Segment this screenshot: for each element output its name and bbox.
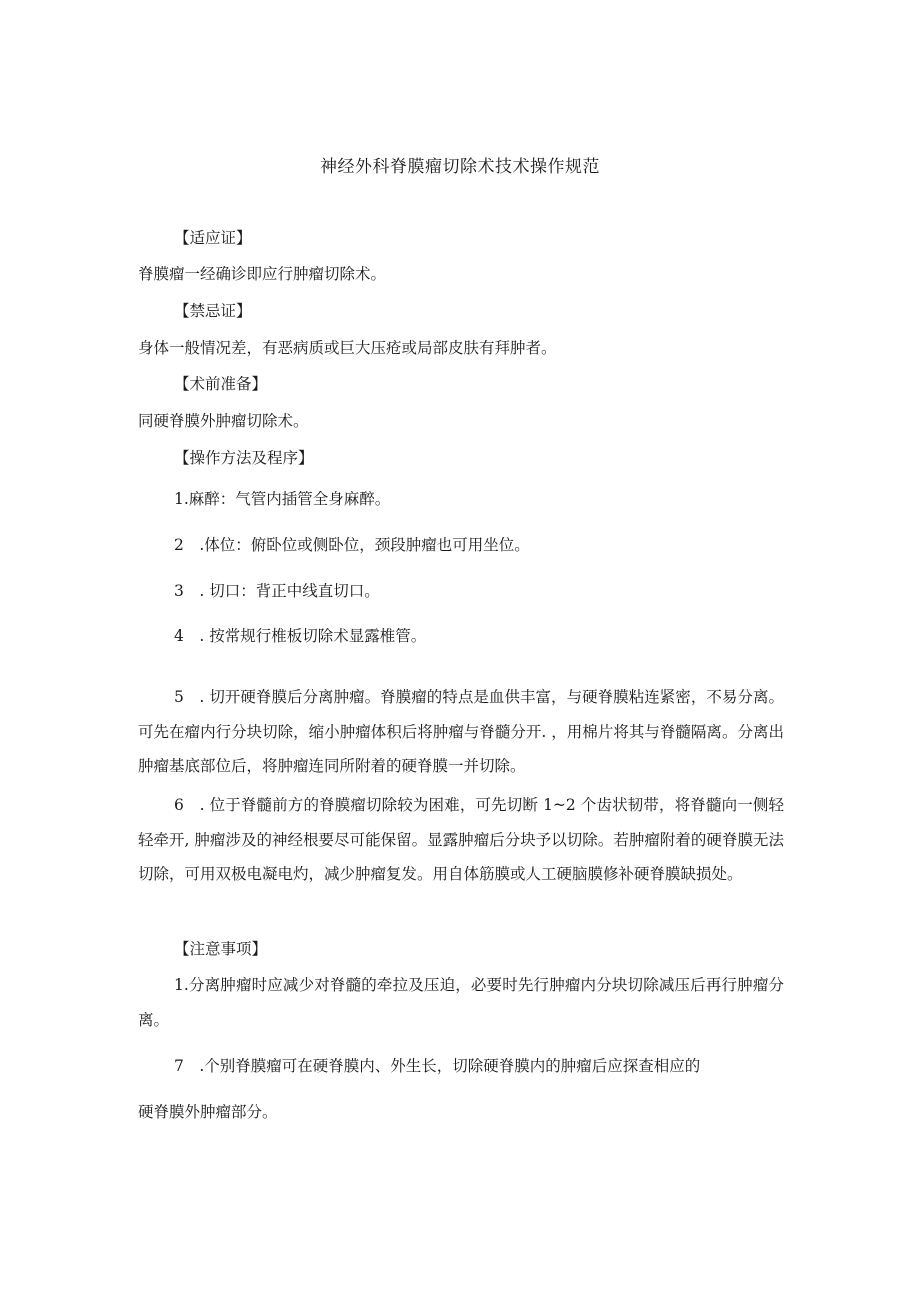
contraindications-text: 身体一般情况差，有恶病质或巨大压疮或局部皮肤有拜肿者。 — [138, 339, 557, 357]
precaution-item-1: 1.分离肿瘤时应减少对脊髓的牵拉及压迫，必要时先行肿瘤内分块切除减压后再行肿瘤分离。 — [138, 976, 784, 1029]
section-heading-indications: 【适应证】 — [174, 229, 252, 247]
section-heading-precautions: 【注意事项】 — [174, 940, 268, 958]
procedure-step-6: 6 . 位于脊髓前方的脊膜瘤切除较为困难，可先切断 1~2 个齿状韧带，将脊髓向一侧轻轻牵开, 肿瘤涉及的神经根要尽可能保留。显露肿瘤后分块予以切除。若肿瘤附着的硬脊膜无法切除，可用双极电凝电灼，减少肿瘤复发。用自体筋膜或人工硬脑膜修补硬脊膜缺损处。 — [138, 796, 784, 883]
procedure-step-3: 3 . 切口：背正中线直切口。 — [174, 582, 380, 600]
procedure-step-2: 2 .体位：俯卧位或侧卧位，颈段肿瘤也可用坐位。 — [174, 536, 530, 554]
precaution-item-2-continued: 硬脊膜外肿瘤部分。 — [138, 1103, 278, 1121]
procedure-step-1: 1.麻醉：气管内插管全身麻醉。 — [174, 490, 391, 508]
section-heading-preoperative: 【术前准备】 — [174, 375, 268, 393]
precaution-item-2: 7 .个别脊膜瘤可在硬脊膜内、外生长，切除硬脊膜内的肿瘤后应探查相应的 — [174, 1057, 701, 1075]
preoperative-text: 同硬脊膜外肿瘤切除术。 — [138, 412, 309, 430]
procedure-step-5: 5 . 切开硬脊膜后分离肿瘤。脊膜瘤的特点是血供丰富，与硬脊膜粘连紧密，不易分离。可先在瘤内行分块切除，缩小肿瘤体积后将肿瘤与脊髓分开. ，用棉片将其与脊髓隔离。分离出肿瘤基底部位后，将肿瘤连同所附着的硬脊膜一并切除。 — [138, 688, 784, 775]
procedure-step-4: 4 . 按常规行椎板切除术显露椎管。 — [174, 627, 427, 645]
indications-text: 脊膜瘤一经确诊即应行肿瘤切除术。 — [138, 265, 387, 283]
document-title: 神经外科脊膜瘤切除术技术操作规范 — [320, 157, 600, 177]
section-heading-contraindications: 【禁忌证】 — [174, 302, 252, 320]
section-heading-procedure: 【操作方法及程序】 — [174, 449, 314, 467]
